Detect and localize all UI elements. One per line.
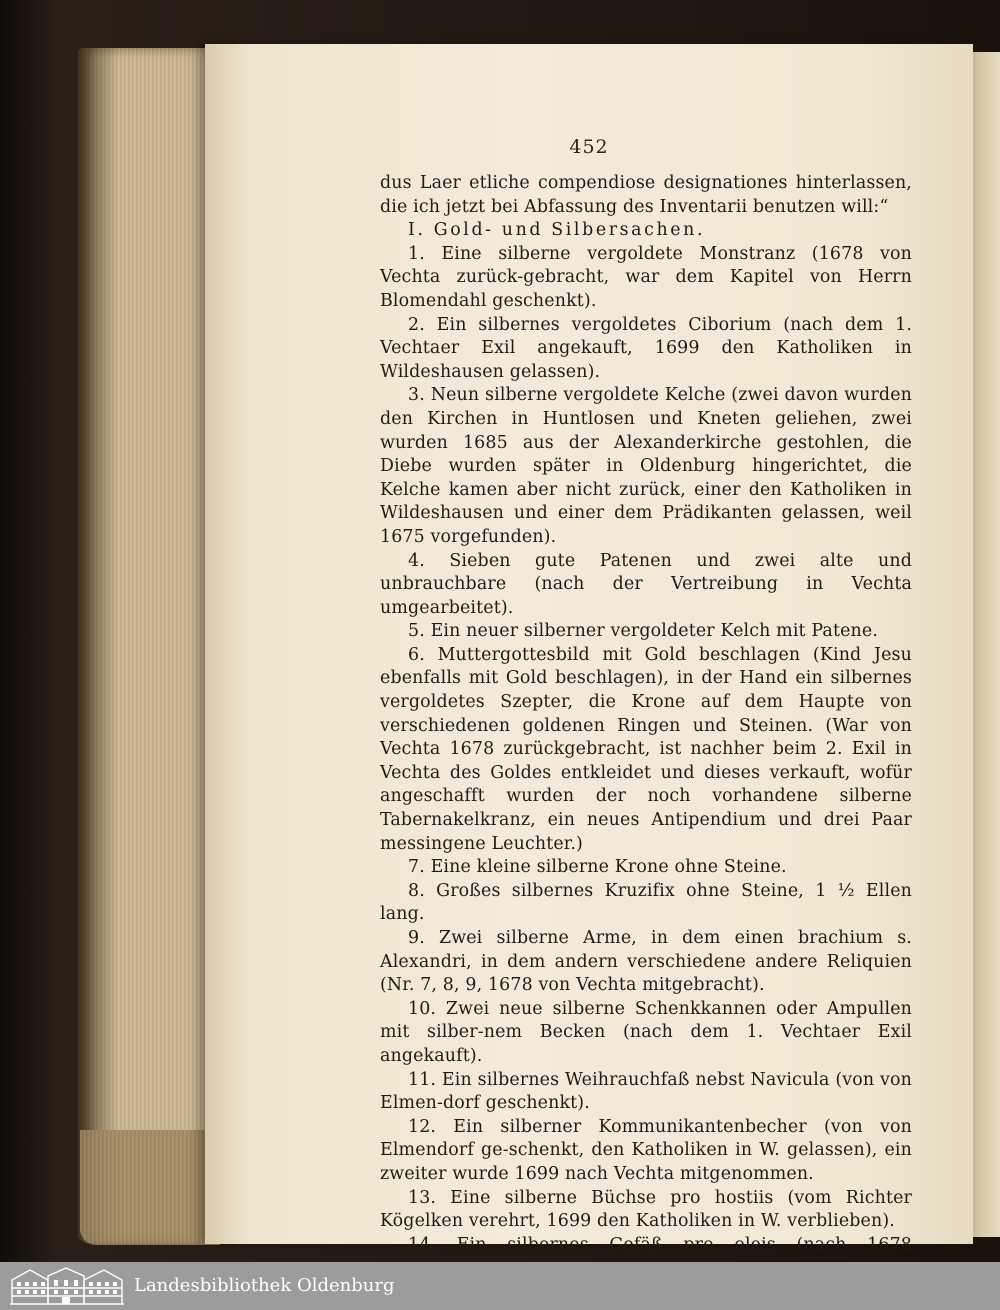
text-paragraph: 1. Eine silberne vergoldete Monstranz (1678 von Vechta zurück-gebracht, war dem Kapitel von Herrn Blomendahl geschenkt). [380, 243, 912, 311]
text-paragraph: 12. Ein silberner Kommunikantenbecher (von von Elmendorf ge-schenkt, den Katholiken in W. gelassen), ein zweiter wurde 1699 nach Vechta mitgenommen. [380, 1116, 912, 1184]
text-paragraph: 3. Neun silberne vergoldete Kelche (zwei davon wurden den Kirchen in Huntlosen und Kneten geliehen, zwei wurden 1685 aus der Alexanderkirche gestohlen, die Diebe wurden später in Oldenburg hingerichtet, die Kelche kamen aber nicht zurück, einer den Katholiken in Wildeshausen und einer dem Prädikanten gelassen, weil 1675 vorgefunden). [380, 385, 912, 547]
text-paragraph: 7. Eine kleine silberne Krone ohne Steine. [408, 857, 787, 878]
book-edge-shadow [78, 48, 118, 1243]
text-paragraph: dus Laer etliche compendiose designationes hinterlassen, die ich jetzt bei Abfassung des Inventarii benutzen will:“ [380, 173, 912, 217]
text-paragraph: 8. Großes silbernes Kruzifix ohne Steine, 1 ½ Ellen lang. [380, 880, 912, 925]
book-worn-corner [80, 1130, 220, 1245]
text-paragraph: 9. Zwei silberne Arme, in dem einen brachium s. Alexandri, in dem andern verschiedene andere Reliquien (Nr. 7, 8, 9, 1678 von Vechta mitgebracht). [380, 928, 912, 996]
text-paragraph: 5. Ein neuer silberner vergoldeter Kelch mit Patene. [408, 621, 878, 642]
text-paragraph: 4. Sieben gute Patenen und zwei alte und unbrauchbare (nach der Vertreibung in Vechta umgearbeitet). [380, 550, 912, 618]
text-paragraph: 13. Eine silberne Büchse pro hostiis (vom Richter Kögelken verehrt, 1699 den Katholiken in W. verblieben). [380, 1187, 912, 1232]
page-text [380, 172, 912, 1281]
book-page [205, 44, 973, 1255]
footer-bar [0, 1262, 1000, 1310]
page-number: 452 [569, 136, 609, 158]
text-paragraph: 14. Ein silbernes Gefäß pro oleis (nach 1678 [408, 1234, 912, 1255]
text-paragraph: I. Gold- und Silbersachen. [408, 220, 706, 241]
text-paragraph: 2. Ein silbernes vergoldetes Ciborium (nach dem 1. Vechtaer Exil angekauft, 1699 den Katholiken in Wildeshausen gelassen). [380, 314, 912, 382]
footer-label: Landesbibliothek Oldenburg [134, 1275, 395, 1296]
library-building-logo [8, 1266, 126, 1306]
text-paragraph: 11. Ein silbernes Weihrauchfaß nebst Navicula (von von Elmen-dorf geschenkt). [380, 1069, 912, 1114]
text-paragraph: 10. Zwei neue silberne Schenkkannen oder Ampullen mit silber-nem Becken (nach dem 1. Vechtaer Exil angekauft). [380, 998, 912, 1066]
text-paragraph: 6. Muttergottesbild mit Gold beschlagen (Kind Jesu ebenfalls mit Gold beschlagen), in der Hand ein silbernes vergoldetes Szepter, die Krone auf dem Haupte von verschiedenen goldenen Ringen und Steinen. (War von Vechta 1678 zurückgebracht, ist nachher beim 2. Exil in Vechta des Goldes entkleidet und dieses verkauft, wofür angeschafft wurden der noch vorhandene silberne Tabernakelkranz, ein neues Antipendium und drei Paar messingene Leuchter.) [380, 644, 912, 854]
